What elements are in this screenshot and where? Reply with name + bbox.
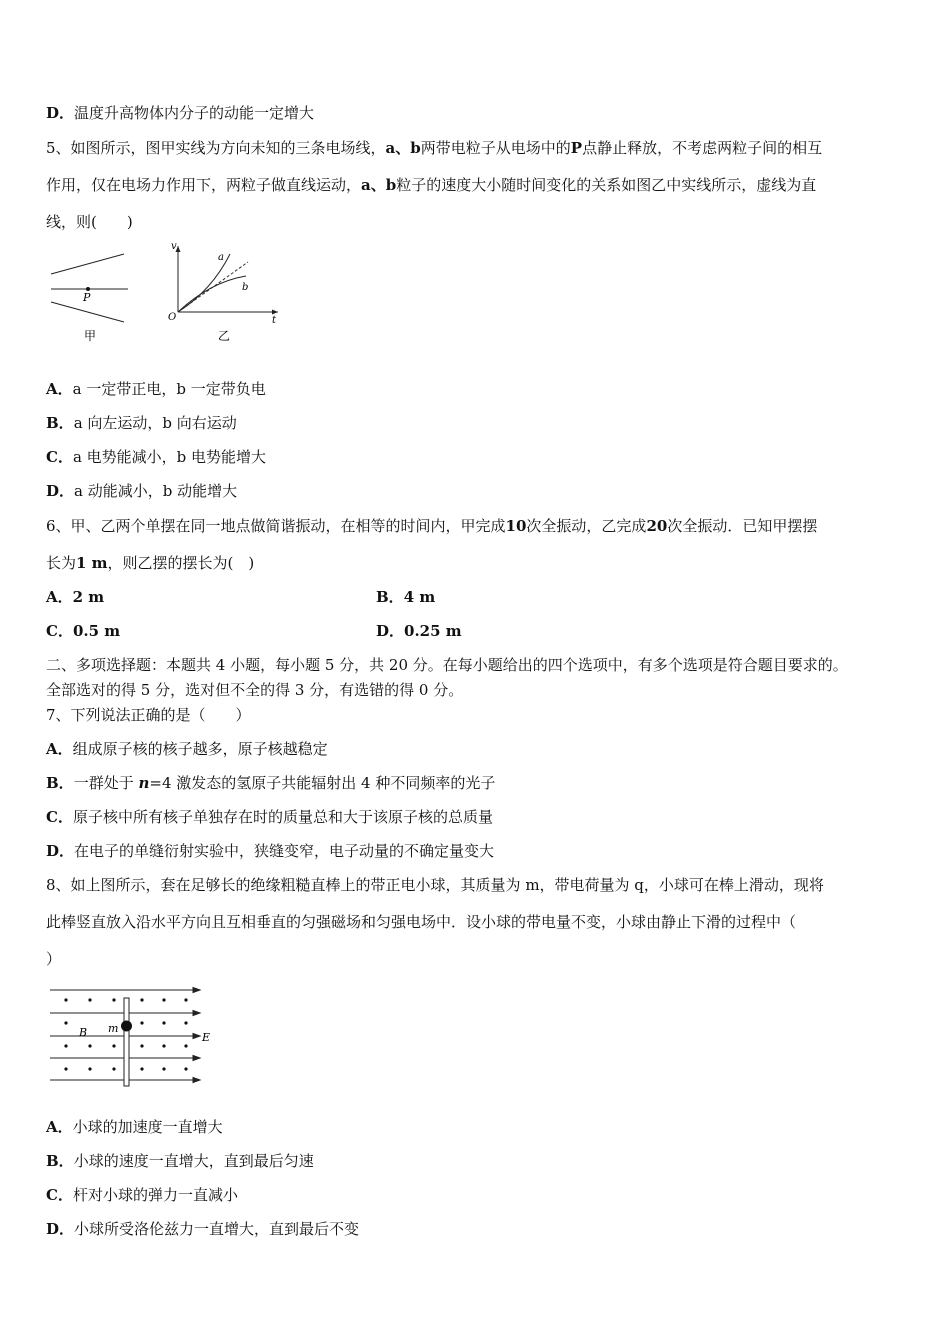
- q8-option-c: C．杆对小球的弹力一直减小: [46, 1186, 238, 1204]
- q8-stem-line-3: ）: [46, 950, 62, 968]
- q7-option-b: B．一群处于 n=4 激发态的氢原子共能辐射出 4 种不同频率的光子: [46, 774, 496, 792]
- origin-label: O: [168, 312, 177, 323]
- field-line: [51, 254, 124, 274]
- q6-option-d: D．0.25 m: [376, 622, 462, 640]
- q6-option-a: A．2 m: [46, 588, 105, 606]
- axis-label-t: t: [272, 315, 277, 326]
- label-p: P: [83, 291, 91, 304]
- curve-label-a: a: [218, 252, 224, 263]
- q6-option-c: C．0.5 m: [46, 622, 121, 640]
- label-m: m: [108, 1022, 119, 1035]
- q5-figure-yi: [160, 240, 285, 346]
- insulating-rod: [124, 998, 129, 1086]
- q5-stem-line-3: 线，则( ): [46, 213, 133, 231]
- t-axis-arrow: [272, 310, 278, 315]
- q5-option-c: C．a 电势能减小，b 电势能增大: [46, 448, 267, 466]
- q6-option-b: B．4 m: [376, 588, 436, 606]
- q6-stem-line-2: 长为1 m，则乙摆的摆长为( ): [46, 554, 255, 572]
- q7-option-a: A．组成原子核的核子越多，原子核越稳定: [46, 740, 328, 758]
- charged-ball: [121, 1021, 132, 1032]
- q5-option-b: B．a 向左运动，b 向右运动: [46, 414, 237, 432]
- q5-option-d: D．a 动能减小，b 动能增大: [46, 482, 238, 500]
- q5-stem-line-1: 5、如图所示，图甲实线为方向未知的三条电场线，a、b两带电粒子从电场中的P点静止释放，不考虑两粒子间的相互: [46, 139, 823, 157]
- q7-option-c: C．原子核中所有核子单独存在时的质量总和大于该原子核的总质量: [46, 808, 493, 826]
- q6-stem-line-1: 6、甲、乙两个单摆在同一地点做简谐振动，在相等的时间内，甲完成10次全振动，乙完成20次全振动．已知甲摆摆: [46, 517, 818, 535]
- field-line: [51, 302, 124, 322]
- q7-stem: 7、下列说法正确的是（ ）: [46, 706, 251, 724]
- label-b: B: [79, 1026, 88, 1039]
- curve-label-b: b: [242, 282, 249, 293]
- q5-figure-jia: [46, 244, 136, 344]
- q8-stem-line-1: 8、如上图所示，套在足够长的绝缘粗糙直棒上的带正电小球，其质量为 m，带电荷量为 q，小球可在棒上滑动，现将: [46, 876, 824, 894]
- label-e: E: [202, 1031, 211, 1044]
- section-2-heading-line-1: 二、多项选择题：本题共 4 小题，每小题 5 分，共 20 分。在每小题给出的四个选项中，有多个选项是符合题目要求的。: [46, 656, 848, 674]
- q7-option-d: D．在电子的单缝衍射实验中，狭缝变窄，电子动量的不确定量变大: [46, 842, 495, 860]
- section-2-heading-line-2: 全部选对的得 5 分，选对但不全的得 3 分，有选错的得 0 分。: [46, 681, 464, 699]
- q4-option-d: [46, 103, 314, 123]
- figure-caption: 乙: [218, 329, 231, 343]
- q8-option-a: A．小球的加速度一直增大: [46, 1118, 223, 1136]
- q5-stem-line-2: 作用，仅在电场力作用下，两粒子做直线运动，a、b粒子的速度大小随时间变化的关系如图乙中实线所示，虚线为直: [46, 176, 817, 194]
- figure-caption: 甲: [84, 329, 97, 343]
- q8-stem-line-2: 此棒竖直放入沿水平方向且互相垂直的匀强磁场和匀强电场中．设小球的带电量不变，小球由静止下滑的过程中（: [46, 913, 797, 931]
- q5-option-a: A．a 一定带正电，b 一定带负电: [46, 380, 266, 398]
- q8-option-b: B．小球的速度一直增大，直到最后匀速: [46, 1152, 314, 1170]
- axis-label-v: v: [171, 241, 177, 252]
- q8-option-d: D．小球所受洛伦兹力一直增大，直到最后不变: [46, 1220, 360, 1238]
- option-label: D．: [46, 104, 75, 122]
- q8-figure-field: [46, 984, 216, 1088]
- option-text: 温度升高物体内分子的动能一定增大: [74, 104, 315, 122]
